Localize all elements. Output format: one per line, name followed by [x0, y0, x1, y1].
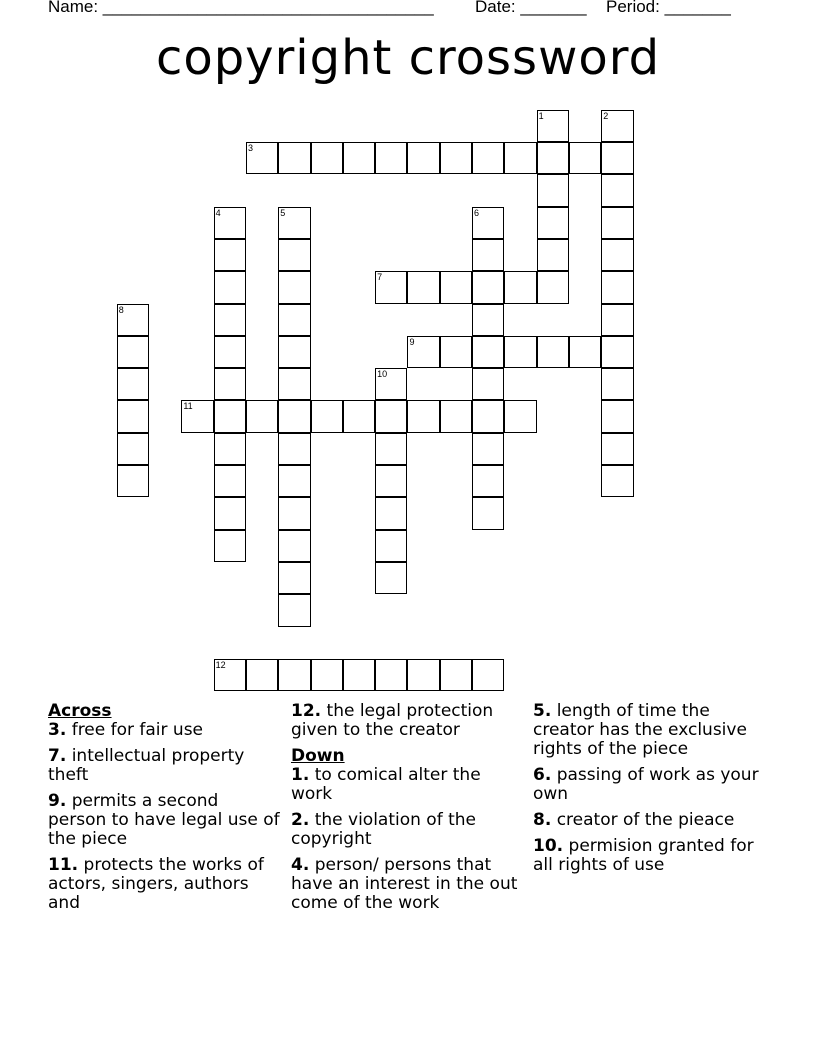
clue-number-label: 7 [377, 272, 383, 283]
crossword-cell[interactable] [278, 433, 310, 465]
crossword-cell[interactable] [278, 594, 310, 626]
crossword-cell[interactable] [601, 174, 633, 206]
crossword-cell[interactable] [214, 239, 246, 271]
crossword-cell[interactable] [278, 497, 310, 529]
crossword-cell[interactable] [472, 497, 504, 529]
crossword-cell[interactable] [472, 465, 504, 497]
clue-text: protects the works of actors, singers, authors and [48, 855, 264, 913]
crossword-cell[interactable] [601, 207, 633, 239]
clue-down-8 [533, 811, 773, 830]
crossword-cell[interactable] [407, 271, 439, 303]
crossword-cell[interactable] [343, 142, 375, 174]
crossword-cell[interactable] [472, 368, 504, 400]
crossword-cell[interactable] [214, 400, 246, 432]
crossword-cell[interactable] [504, 400, 536, 432]
clue-across-9 [48, 792, 280, 849]
crossword-cell[interactable] [537, 207, 569, 239]
crossword-cell[interactable] [375, 530, 407, 562]
crossword-cell[interactable] [278, 207, 310, 239]
crossword-cell[interactable] [117, 368, 149, 400]
crossword-cell[interactable] [472, 336, 504, 368]
crossword-cell[interactable] [278, 562, 310, 594]
clue-text: person/ persons that have an interest in the out come of the work [291, 855, 518, 913]
crossword-cell[interactable] [537, 142, 569, 174]
crossword-cell[interactable] [375, 465, 407, 497]
crossword-cell[interactable] [117, 400, 149, 432]
crossword-cell[interactable] [537, 110, 569, 142]
clue-text: creator of the pieace [556, 810, 735, 830]
clue-down-2 [291, 811, 526, 849]
clue-text: permision granted for all rights of use [533, 836, 754, 875]
crossword-cell[interactable] [440, 142, 472, 174]
crossword-cell[interactable] [472, 400, 504, 432]
crossword-cell[interactable] [375, 433, 407, 465]
crossword-cell[interactable] [537, 271, 569, 303]
clue-down-5 [533, 702, 773, 759]
crossword-cell[interactable] [407, 336, 439, 368]
clue-number: 2. [291, 810, 310, 830]
crossword-cell[interactable] [375, 368, 407, 400]
crossword-cell[interactable] [311, 659, 343, 691]
clue-number-label: 9 [409, 336, 415, 347]
crossword-cell[interactable] [278, 465, 310, 497]
crossword-cell[interactable] [117, 336, 149, 368]
clue-text: intellectual property theft [48, 746, 245, 785]
crossword-cell[interactable] [246, 659, 278, 691]
clue-across-7 [48, 747, 280, 785]
crossword-cell[interactable] [504, 271, 536, 303]
crossword-cell[interactable] [407, 400, 439, 432]
crossword-cell[interactable] [375, 659, 407, 691]
clue-number: 5. [533, 701, 552, 721]
crossword-cell[interactable] [311, 142, 343, 174]
crossword-cell[interactable] [601, 336, 633, 368]
period-field-label[interactable]: Period: _______ [606, 0, 731, 16]
crossword-cell[interactable] [407, 659, 439, 691]
crossword-cell[interactable] [472, 207, 504, 239]
clue-across-12 [291, 702, 526, 740]
clue-number: 3. [48, 720, 67, 740]
clue-text: permits a second person to have legal use of the piece [48, 791, 280, 849]
crossword-cell[interactable] [601, 271, 633, 303]
crossword-cell[interactable] [278, 400, 310, 432]
clues-column-3 [533, 702, 773, 882]
clue-across-11 [48, 856, 280, 913]
clue-across-3 [48, 721, 280, 740]
crossword-cell[interactable] [537, 174, 569, 206]
clue-number-label: 10 [377, 369, 388, 380]
clues-column-1 [48, 702, 280, 920]
crossword-cell[interactable] [214, 497, 246, 529]
clue-number: 12. [291, 701, 322, 721]
clue-number: 6. [533, 765, 552, 785]
clue-down-10 [533, 837, 773, 875]
crossword-cell[interactable] [440, 400, 472, 432]
clue-number-label: 1 [538, 110, 544, 121]
clue-text: the violation of the copyright [291, 810, 476, 849]
crossword-cell[interactable] [343, 400, 375, 432]
down-heading: Down [291, 746, 345, 766]
clue-number: 11. [48, 855, 79, 875]
crossword-cell[interactable] [278, 530, 310, 562]
clue-text: free for fair use [71, 720, 204, 740]
crossword-cell[interactable] [440, 271, 472, 303]
clue-number: 4. [291, 855, 310, 875]
crossword-cell[interactable] [246, 400, 278, 432]
clue-down-6 [533, 766, 773, 804]
crossword-cell[interactable] [601, 433, 633, 465]
clue-number-label: 2 [603, 110, 609, 121]
crossword-cell[interactable] [375, 497, 407, 529]
crossword-cell[interactable] [278, 336, 310, 368]
crossword-cell[interactable] [569, 336, 601, 368]
crossword-cell[interactable] [601, 465, 633, 497]
clue-number-label: 12 [215, 659, 226, 670]
crossword-cell[interactable] [214, 368, 246, 400]
crossword-cell[interactable] [214, 207, 246, 239]
date-field-label[interactable]: Date: _______ [475, 0, 587, 16]
clue-number-label: 5 [280, 207, 286, 218]
clues-column-2 [291, 702, 526, 920]
clue-number: 10. [533, 836, 564, 856]
crossword-cell[interactable] [214, 336, 246, 368]
crossword-cell[interactable] [214, 304, 246, 336]
clue-number-label: 8 [118, 304, 124, 315]
crossword-cell[interactable] [246, 142, 278, 174]
page-title: copyright crossword [155, 30, 661, 86]
crossword-cell[interactable] [601, 239, 633, 271]
crossword-cell[interactable] [504, 336, 536, 368]
clue-number-label: 11 [183, 401, 193, 412]
across-heading: Across [48, 701, 112, 721]
crossword-cell[interactable] [117, 465, 149, 497]
crossword-cell[interactable] [472, 239, 504, 271]
crossword-cell[interactable] [278, 368, 310, 400]
crossword-cell[interactable] [569, 142, 601, 174]
clue-number-label: 3 [247, 143, 253, 154]
clue-text: length of time the creator has the exclusive rights of the piece [533, 701, 747, 759]
crossword-cell[interactable] [504, 142, 536, 174]
crossword-cell[interactable] [278, 271, 310, 303]
clue-number: 7. [48, 746, 67, 766]
crossword-cell[interactable] [311, 400, 343, 432]
crossword-cell[interactable] [117, 304, 149, 336]
crossword-cell[interactable] [440, 336, 472, 368]
crossword-cell[interactable] [278, 659, 310, 691]
crossword-cell[interactable] [472, 433, 504, 465]
crossword-cell[interactable] [214, 271, 246, 303]
crossword-cell[interactable] [407, 142, 439, 174]
crossword-cell[interactable] [214, 659, 246, 691]
crossword-cell[interactable] [214, 465, 246, 497]
crossword-cell[interactable] [117, 433, 149, 465]
crossword-cell[interactable] [472, 271, 504, 303]
crossword-cell[interactable] [472, 142, 504, 174]
name-field-label[interactable]: Name: ___________________________________ [48, 0, 434, 16]
crossword-cell[interactable] [601, 110, 633, 142]
crossword-cell[interactable] [472, 304, 504, 336]
crossword-cell[interactable] [537, 239, 569, 271]
crossword-cell[interactable] [343, 659, 375, 691]
clue-number: 1. [291, 765, 310, 785]
crossword-cell[interactable] [181, 400, 213, 432]
crossword-cell[interactable] [472, 659, 504, 691]
crossword-cell[interactable] [601, 400, 633, 432]
crossword-cell[interactable] [375, 562, 407, 594]
crossword-cell[interactable] [214, 433, 246, 465]
crossword-cell[interactable] [375, 142, 407, 174]
crossword-cell[interactable] [440, 659, 472, 691]
crossword-cell[interactable] [278, 304, 310, 336]
crossword-cell[interactable] [278, 239, 310, 271]
crossword-cell[interactable] [278, 142, 310, 174]
clue-down-4 [291, 856, 526, 913]
clue-text: the legal protection given to the creator [291, 701, 494, 740]
clue-text: passing of work as your own [533, 765, 759, 804]
crossword-cell[interactable] [601, 368, 633, 400]
crossword-cell[interactable] [601, 142, 633, 174]
crossword-cell[interactable] [375, 400, 407, 432]
clue-number: 9. [48, 791, 67, 811]
crossword-cell[interactable] [214, 530, 246, 562]
crossword-cell[interactable] [537, 336, 569, 368]
clue-number-label: 4 [215, 207, 221, 218]
crossword-cell[interactable] [601, 304, 633, 336]
clue-down-1 [291, 766, 526, 804]
clue-number: 8. [533, 810, 552, 830]
clue-number-label: 6 [474, 207, 480, 218]
clue-text: to comical alter the work [291, 765, 481, 804]
crossword-cell[interactable] [375, 271, 407, 303]
